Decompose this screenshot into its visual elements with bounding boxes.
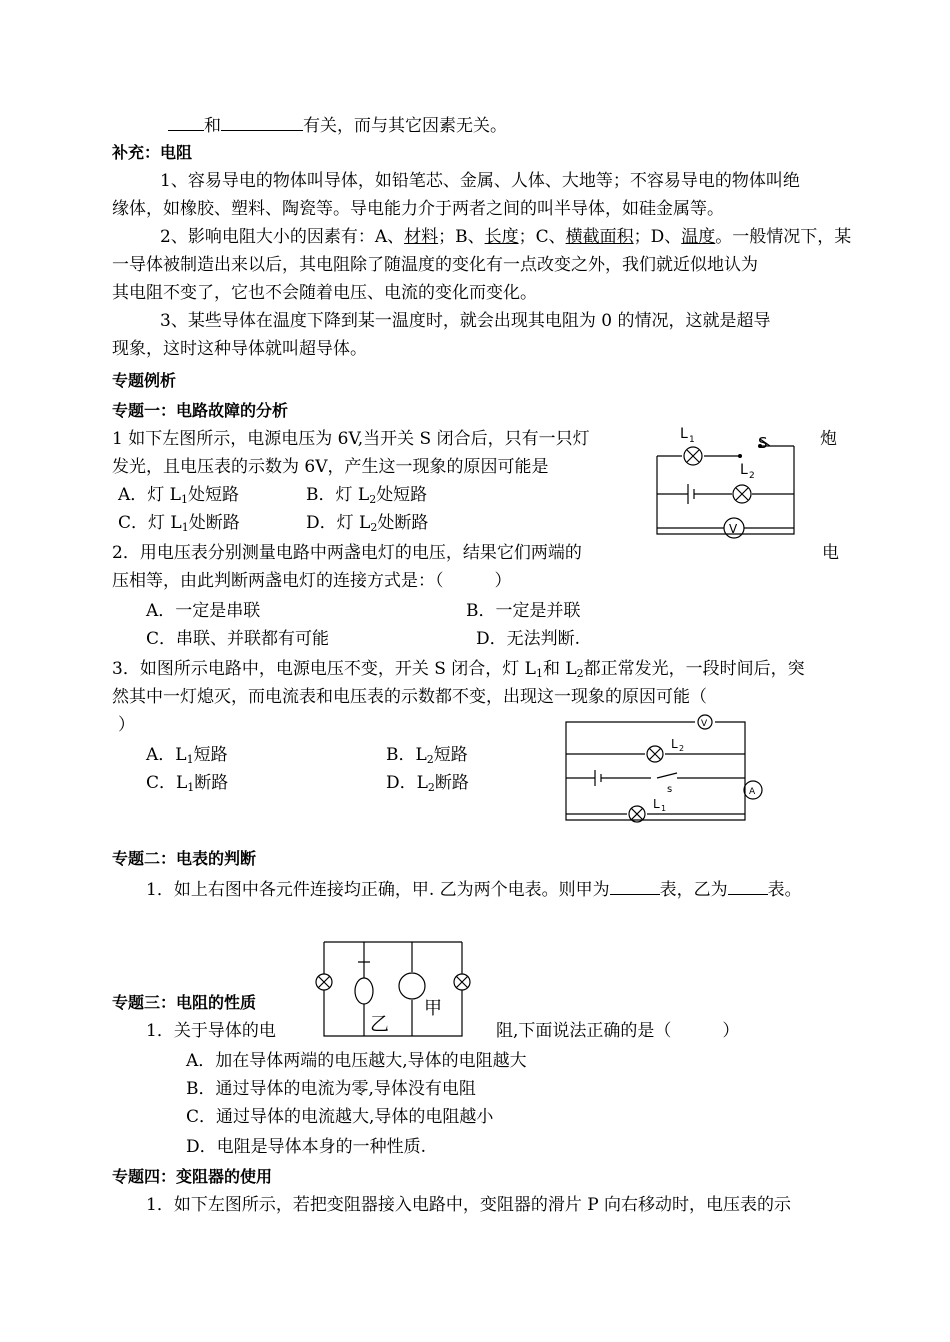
question-text: 2．用电压表分别测量电路中两盏电灯的电压，结果它们两端的 [112,543,582,563]
question-text: 发光，且电压表的示数为 6V，产生这一现象的原因可能是 [112,457,549,477]
circuit-diagram-1 [652,422,802,542]
question-text: 3．如图所示电路中，电源电压不变，开关 S 闭合，灯 $L_1$和 $L_2$都正常发光，一段时间后，突 [112,659,805,680]
factor-temperature: 温度 [681,227,716,247]
svg-text:1: 1 [689,435,695,445]
label-V: V [701,719,708,729]
option-C[interactable]: C．$L_1$断路 [146,773,229,794]
option-B[interactable]: B．灯 $L_2$处短路 [306,485,428,506]
option-A[interactable]: A．一定是串联 [146,601,261,621]
circuit-diagram-3 [312,942,484,1038]
question-text: 然其中一灯熄灭，而电流表和电压表的示数都不变，出现这一现象的原因可能（ [112,687,707,707]
factor-length: 长度 [484,227,519,247]
option-A[interactable]: A．加在导体两端的电压越大,导体的电阻越大 [186,1051,527,1071]
topic2-heading: 专题二：电表的判断 [112,849,257,868]
question-text: 阻,下面说法正确的是（ ） [496,1021,740,1041]
option-B[interactable]: B．$L_2$短路 [386,745,468,766]
blank[interactable] [168,112,204,131]
question-text: 1 如下左图所示，电源电压为 6V,当开关 S 闭合后，只有一只灯 [112,429,590,449]
question-text: 电 [822,543,839,563]
label-L2: L [740,462,748,478]
paragraph: 3、某些导体在温度下降到某一温度时，就会出现其电阻为 0 的情况，这就是超导 [160,311,771,331]
blank[interactable] [728,876,768,895]
option-D[interactable]: D．电阻是导体本身的一种性质. [186,1137,427,1157]
option-D[interactable]: D．$L_2$断路 [386,773,469,794]
option-A[interactable]: A．$L_1$短路 [146,745,228,766]
paragraph: 现象，这时这种导体就叫超导体。 [112,339,367,359]
question-text: ） [118,715,135,735]
paragraph: 一导体被制造出来以后，其电阻除了随温度的变化有一点改变之外，我们就近似地认为 [112,255,758,275]
topic3-heading: 专题三：电阻的性质 [112,993,257,1012]
label-L1: L [680,426,688,442]
label-S: S [758,434,768,452]
topic4-heading: 专题四：变阻器的使用 [112,1167,273,1186]
question-text: 1．关于导体的电 [146,1021,276,1041]
topic1-heading: 专题一：电路故障的分析 [112,401,289,420]
paragraph: 其电阻不变了，它也不会随着电压、电流的变化而变化。 [112,283,537,303]
label-A: A [749,787,756,797]
factor-area: 横截面积 [565,227,634,247]
examples-heading: 专题例析 [112,371,177,390]
circuit-diagram-2 [563,716,773,826]
supplement-heading: 补充：电阻 [112,143,193,162]
option-A[interactable]: A．灯 $L_1$处短路 [118,485,239,506]
question-text: 压相等，由此判断两盏电灯的连接方式是：（ ） [112,571,512,591]
blank[interactable] [610,876,660,895]
fill-blank-line: 和 有关，而与其它因素无关。 [168,112,507,139]
paragraph: 1、容易导电的物体叫导体，如铅笔芯、金属、人体、大地等；不容易导电的物体叫绝 [160,171,800,191]
question-text: 1．如下左图所示，若把变阻器接入电路中，变阻器的滑片 P 向右移动时，电压表的示 [146,1195,792,1215]
label-L1: L [653,797,660,811]
option-C[interactable]: C．串联、并联都有可能 [146,629,330,649]
factor-material: 材料 [404,227,439,247]
option-B[interactable]: B．通过导体的电流为零,导体没有电阻 [186,1079,476,1099]
option-C[interactable]: C．灯 $L_1$处断路 [118,513,240,534]
option-B[interactable]: B．一定是并联 [466,601,581,621]
svg-text:2: 2 [679,744,685,753]
svg-text:1: 1 [661,804,667,813]
paragraph: 2、影响电阻大小的因素有：A、材料；B、长度；C、横截面积；D、温度。一般情况下，某 [160,227,852,247]
label-V: V [729,522,738,536]
question-text: 炮 [820,429,837,449]
paragraph: 缘体，如橡胶、塑料、陶瓷等。导电能力介于两者之间的叫半导体，如硅金属等。 [112,199,724,219]
option-D[interactable]: D．无法判断. [476,629,581,649]
blank[interactable] [221,112,303,131]
label-s: s [667,784,673,795]
option-D[interactable]: D．灯 $L_2$处断路 [306,513,429,534]
svg-text:2: 2 [749,471,755,481]
option-C[interactable]: C．通过导体的电流越大,导体的电阻越小 [186,1107,494,1127]
label-jia: 甲 [424,998,442,1019]
question-text: 1．如上右图中各元件连接均正确，甲. 乙为两个电表。则甲为 表，乙为 表。 [146,876,802,903]
label-yi: 乙 [370,1013,390,1035]
label-L2: L [671,737,678,751]
